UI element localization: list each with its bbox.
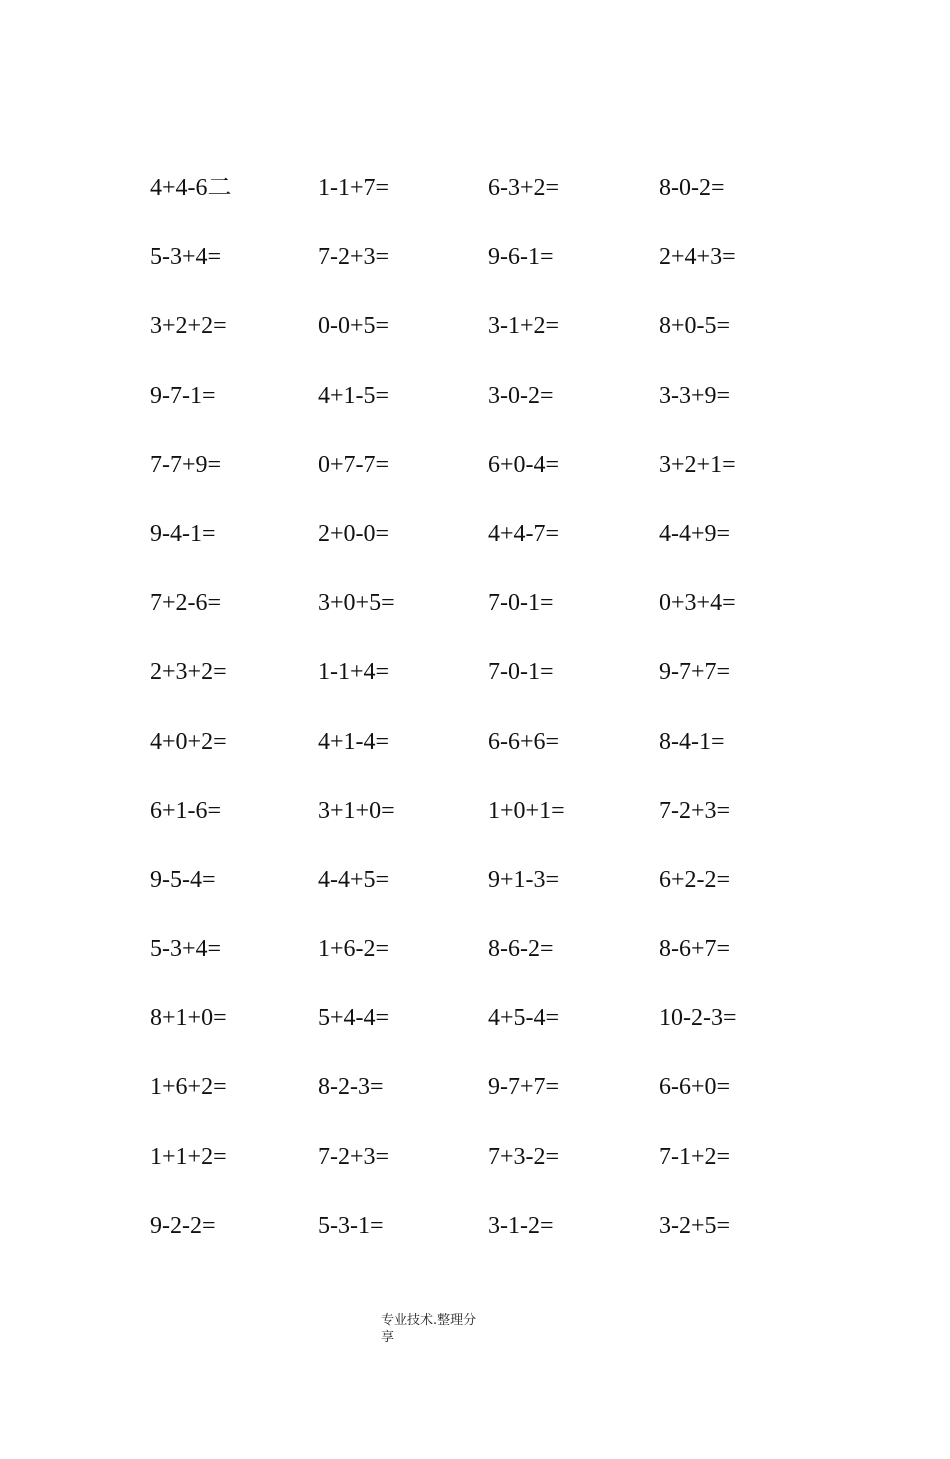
exercise-row xyxy=(150,652,830,721)
exercise-item: 4+1-5= xyxy=(318,382,390,409)
exercise-row xyxy=(150,860,830,929)
exercise-item: 9-4-1= xyxy=(150,520,216,547)
exercise-row xyxy=(150,791,830,860)
exercise-item: 7+2-6= xyxy=(150,590,222,617)
exercise-item: 7-1+2= xyxy=(659,1143,731,1170)
exercise-item: 7-7+9= xyxy=(150,451,222,478)
exercise-item: 6+1-6= xyxy=(150,797,222,824)
footer-note: 专业技术.整理分享 xyxy=(381,1313,477,1345)
exercise-item: 7-0-1= xyxy=(488,590,554,617)
exercise-row xyxy=(150,583,830,652)
exercise-item: 8+1+0= xyxy=(150,1005,227,1032)
exercise-row xyxy=(150,1137,830,1206)
exercise-item: 2+0-0= xyxy=(318,520,390,547)
exercise-item: 7-2+3= xyxy=(318,244,390,271)
exercise-item: 9-6-1= xyxy=(488,244,554,271)
exercise-row xyxy=(150,998,830,1067)
exercise-item: 6-6+6= xyxy=(488,728,560,755)
exercise-item: 0+3+4= xyxy=(659,590,736,617)
exercise-item: 3-1+2= xyxy=(488,313,560,340)
exercise-item: 7+3-2= xyxy=(488,1143,560,1170)
exercise-row xyxy=(150,306,830,375)
exercise-item: 4-4+9= xyxy=(659,520,731,547)
exercise-item: 5-3+4= xyxy=(150,936,222,963)
exercise-item: 2+4+3= xyxy=(659,244,736,271)
exercise-item: 9+1-3= xyxy=(488,866,560,893)
exercise-item: 9-7+7= xyxy=(659,659,731,686)
exercise-item: 3-0-2= xyxy=(488,382,554,409)
exercise-item: 5+4-4= xyxy=(318,1005,390,1032)
exercise-item: 1+6-2= xyxy=(318,936,390,963)
exercise-row xyxy=(150,929,830,998)
exercise-item: 8-4-1= xyxy=(659,728,725,755)
exercise-item: 3+2+1= xyxy=(659,451,736,478)
exercise-item: 1+0+1= xyxy=(488,797,565,824)
exercise-item: 9-7-1= xyxy=(150,382,216,409)
exercise-item: 10-2-3= xyxy=(659,1005,737,1032)
exercise-item: 3-1-2= xyxy=(488,1212,554,1239)
exercise-item: 7-2+3= xyxy=(318,1143,390,1170)
exercise-item: 6-6+0= xyxy=(659,1074,731,1101)
exercise-item: 5-3+4= xyxy=(150,244,222,271)
exercise-item: 7-2+3= xyxy=(659,797,731,824)
exercise-item: 8+0-5= xyxy=(659,313,731,340)
exercise-item: 4+5-4= xyxy=(488,1005,560,1032)
exercise-item: 4+0+2= xyxy=(150,728,227,755)
exercise-item: 1-1+4= xyxy=(318,659,390,686)
exercise-item: 8-2-3= xyxy=(318,1074,384,1101)
exercise-row xyxy=(150,168,830,237)
exercise-item: 6-3+2= xyxy=(488,175,560,201)
exercise-item: 4-4+5= xyxy=(318,866,390,893)
exercise-item: 7-0-1= xyxy=(488,659,554,686)
exercise-item: 4+4-6二 xyxy=(150,175,232,201)
exercise-item: 3+0+5= xyxy=(318,590,395,617)
exercise-item: 2+3+2= xyxy=(150,659,227,686)
exercise-item: 0+7-7= xyxy=(318,451,390,478)
exercise-item: 9-2-2= xyxy=(150,1212,216,1239)
exercise-item: 3-3+9= xyxy=(659,382,731,409)
exercise-item: 9-5-4= xyxy=(150,866,216,893)
exercise-row xyxy=(150,445,830,514)
exercise-item: 4+1-4= xyxy=(318,728,390,755)
exercise-item: 6+2-2= xyxy=(659,866,731,893)
exercise-item: 3+1+0= xyxy=(318,797,395,824)
exercise-row xyxy=(150,237,830,306)
exercise-item: 0-0+5= xyxy=(318,313,390,340)
exercise-row xyxy=(150,1067,830,1136)
exercise-grid xyxy=(150,168,830,1275)
exercise-item: 9-7+7= xyxy=(488,1074,560,1101)
exercise-item: 8-0-2= xyxy=(659,175,725,201)
exercise-item: 1+6+2= xyxy=(150,1074,227,1101)
exercise-item: 3-2+5= xyxy=(659,1212,731,1239)
exercise-item: 3+2+2= xyxy=(150,313,227,340)
exercise-row xyxy=(150,1206,830,1275)
exercise-item: 1+1+2= xyxy=(150,1143,227,1170)
exercise-item: 4+4-7= xyxy=(488,520,560,547)
exercise-item: 1-1+7= xyxy=(318,175,390,201)
exercise-item: 8-6-2= xyxy=(488,936,554,963)
exercise-item: 8-6+7= xyxy=(659,936,731,963)
exercise-item: 5-3-1= xyxy=(318,1212,384,1239)
exercise-row xyxy=(150,514,830,583)
exercise-row xyxy=(150,376,830,445)
exercise-item: 6+0-4= xyxy=(488,451,560,478)
exercise-row xyxy=(150,722,830,791)
